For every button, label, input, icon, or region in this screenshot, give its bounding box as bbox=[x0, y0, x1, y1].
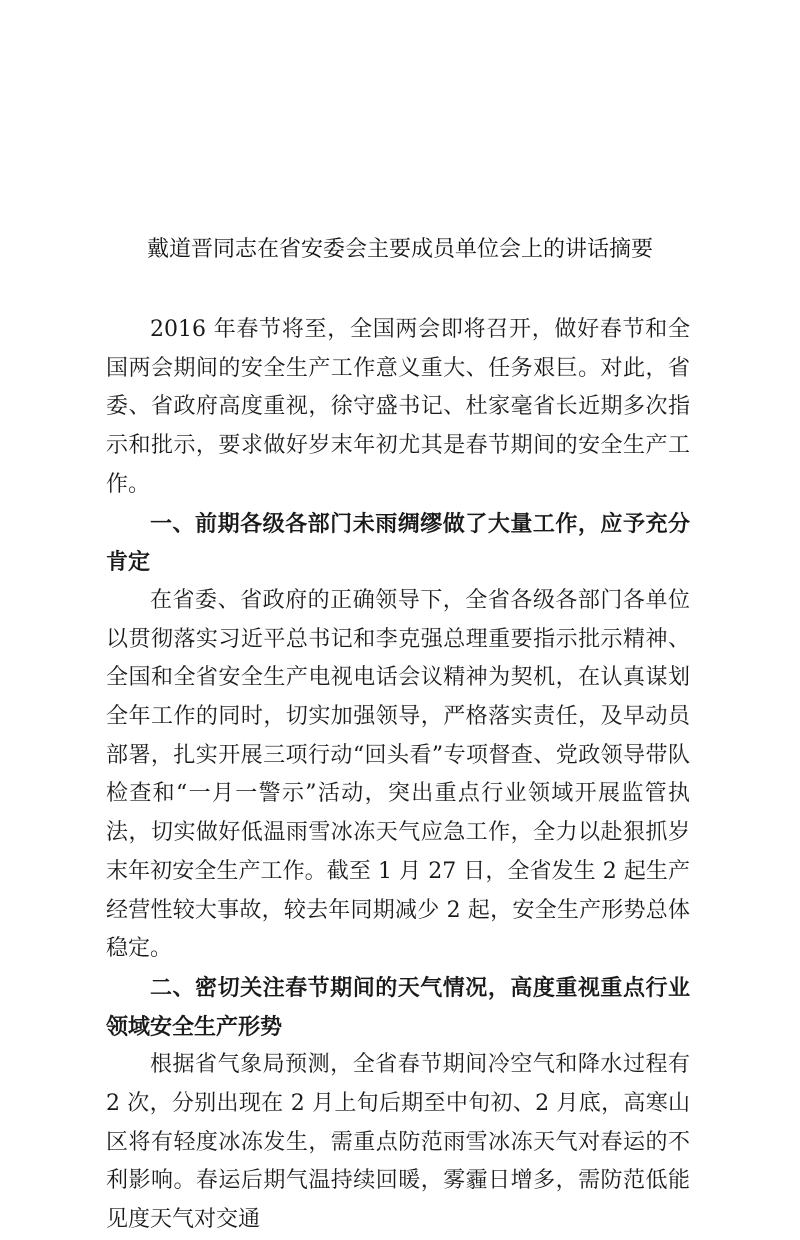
document-title: 戴道晋同志在省安委会主要成员单位会上的讲话摘要 bbox=[146, 237, 653, 262]
section-heading-1: 一、前期各级各部门未雨绸缪做了大量工作，应予充分肯定 bbox=[106, 510, 690, 576]
paragraph-section-1: 在省委、省政府的正确领导下，全省各级各部门各单位以贯彻落实习近平总书记和李克强总理重要指示批示精神、全国和全省安全生产电视电话会议精神为契机，在认真谋划全年工作的同时，切实加强领导，严格落实责任，及早动员部署，扎实开展三项行动“回头看”专项督查、党政领导带队检查和“一月一警示”活动，突出重点行业领域开展监管执法，切实做好低温雨雪冰冻天气应急工作，全力以赴狠抓岁末年初安全生产工作。截至 1 月 27 日，全省发生 2 起生产经营性较大事故，较去年同期减少 2 起，安全生产形势总体稳定。 bbox=[106, 587, 690, 962]
paragraph-section-2: 根据省气象局预测，全省春节期间冷空气和降水过程有 2 次，分别出现在 2 月上旬后期至中旬初、2 月底，高寒山区将有轻度冰冻发生，需重点防范雨雪冰冻天气对春运的不利影响。春运后期气温持续回暖，雾霾日增多，需防范低能见度天气对交通 bbox=[106, 1052, 690, 1233]
section-heading-2: 二、密切关注春节期间的天气情况，高度重视重点行业领域安全生产形势 bbox=[106, 974, 690, 1040]
document-body bbox=[106, 311, 690, 1240]
paragraph-intro: 2016 年春节将至，全国两会即将召开，做好春节和全国两会期间的安全生产工作意义重大、任务艰巨。对此，省委、省政府高度重视，徐守盛书记、杜家毫省长近期多次指示和批示，要求做好岁末年初尤其是春节期间的安全生产工作。 bbox=[106, 317, 690, 497]
